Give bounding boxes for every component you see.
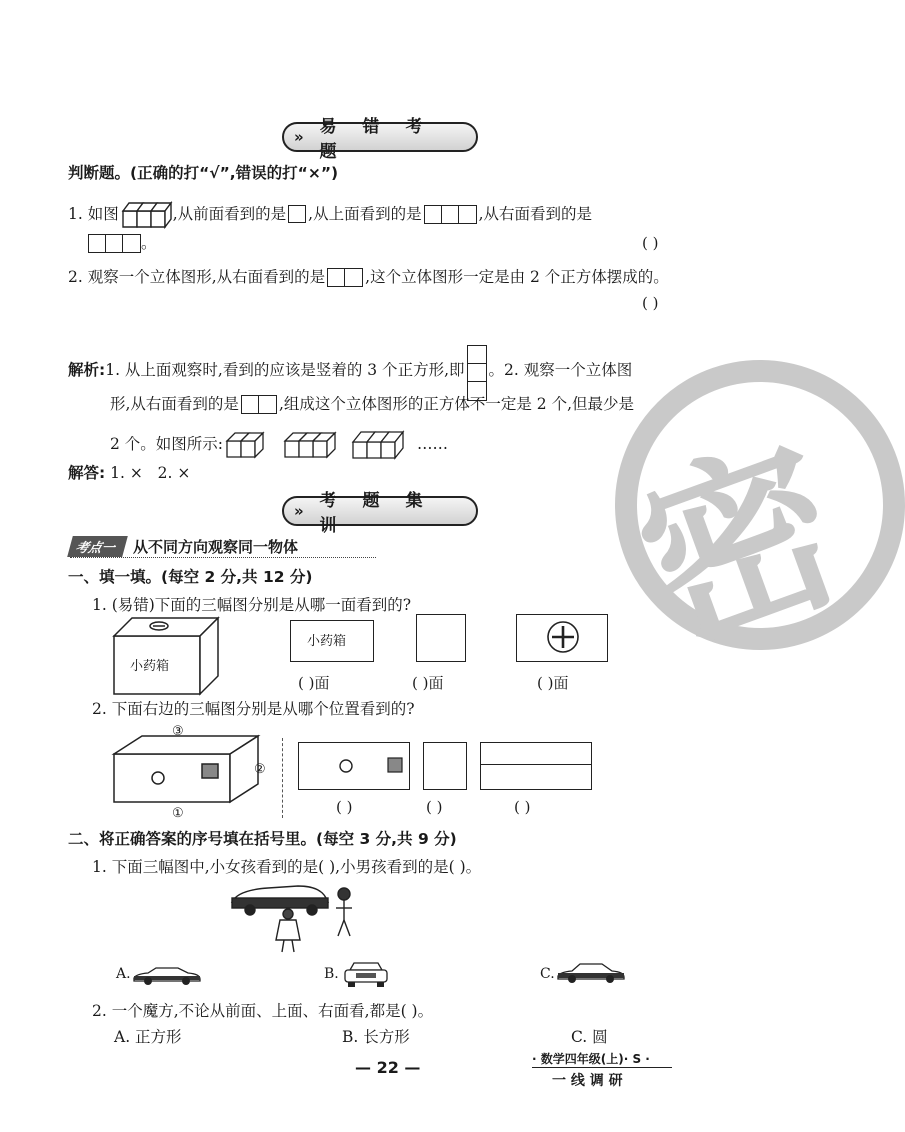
q1-part1: 1. 如图 [68,205,119,223]
q4-option-b[interactable]: B. 长方形 [342,1028,410,1046]
front-view-square [288,205,306,223]
cube-row-figure [121,197,171,231]
arrow-icon: » [294,128,304,146]
topic-tag: 考点一 [67,536,128,557]
answer-paren-view2[interactable]: ( )面 [412,674,444,692]
part2-title-text: 二、将正确答案的序号填在括号里。(每空 3 分,共 9 分) [68,830,457,848]
car-side-c-icon[interactable] [556,960,626,984]
car-front-b-icon[interactable] [342,960,390,988]
analysis-line-3 [110,428,448,460]
position-1-label: ① [172,806,184,821]
arrow-icon: » [294,502,304,520]
cube-figure-3 [351,428,411,460]
answer-paren-pos2[interactable]: ( ) [426,798,443,816]
q4-option-a[interactable]: A. 正方形 [114,1028,182,1046]
q1-part3: ,从上面看到的是 [308,205,422,223]
part1-title-text: 一、填一填。(每空 2 分,共 12 分) [68,568,313,586]
view-c [480,742,592,790]
cuboid-figure [112,734,262,804]
right-view-two-b [241,395,277,414]
instruction-line [68,162,338,184]
cube-figure-2 [283,429,339,459]
divider-dashed [282,738,283,818]
page-number: — 22 — [355,1058,421,1077]
question-1 [68,197,592,231]
answer-text: 1. × 2. × [110,464,191,482]
part2-title [68,828,457,850]
q4-option-c[interactable]: C. 圆 [571,1028,608,1046]
q1-part5: 。 [141,234,157,252]
banner-exam-training [282,491,478,536]
analysis-1a: 1. 从上面观察时,看到的应该是竖着的 3 个正方形,即 [105,361,465,379]
option-a-label: A. [116,966,131,982]
answer-label: 解答: [68,464,106,482]
q2-fill: 2. 下面右边的三幅图分别是从哪个位置看到的? [92,700,415,718]
analysis-label: 解析: [68,361,106,379]
banner-title: 易错考题 [319,117,449,162]
topic-underline [70,557,376,558]
car-scene-figure [228,880,358,956]
q4-text: 2. 一个魔方,不论从前面、上面、右面看,都是( )。 [92,1002,434,1020]
car-side-a-icon[interactable] [132,964,202,986]
analysis-line-1 [68,342,632,398]
answer-paren-view1[interactable]: ( )面 [298,674,330,692]
topic-header [70,536,298,557]
q2-part2: ,这个立体图形一定是由 2 个正方体摆成的。 [365,268,669,286]
view-b [423,742,467,790]
watermark-seal-char: 密 [613,410,868,683]
answer-paren-pos1[interactable]: ( ) [336,798,353,816]
right-view-row [88,234,141,253]
book-label: · 数学四年级(上)· S · [532,1052,650,1066]
analysis-2b: ,组成这个立体图形的正方体不一定是 2 个,但最少是 [278,395,635,413]
part1-title [68,566,313,588]
top-view-row [424,205,477,224]
answer-paren-view3[interactable]: ( )面 [537,674,569,692]
plus-circle-icon [546,620,580,654]
view-c-line [480,764,592,765]
option-c-label: C. [540,966,555,982]
right-view-two [327,268,363,287]
question-2 [68,266,669,288]
topic-title: 从不同方向观察同一物体 [133,538,299,556]
view-front-label: 小药箱 [307,634,347,649]
answer-paren-q2[interactable]: ( ) [642,294,659,312]
q2-part1: 2. 观察一个立体图形,从右面看到的是 [68,268,326,286]
medicine-box-label: 小药箱 [130,659,170,674]
view-a-marks [298,742,410,790]
footer-rule [532,1067,672,1068]
answer-paren-q1[interactable]: ( ) [642,234,659,252]
analysis-3: 2 个。如图所示: [110,435,224,453]
position-2-label: ② [254,762,266,777]
option-b-label: B. [324,966,339,982]
ellipsis: …… [417,435,449,453]
banner-title-2: 考题集训 [319,491,449,536]
q3-text: 1. 下面三幅图中,小女孩看到的是( ),小男孩看到的是( )。 [92,858,482,876]
banner-error-prone [282,117,478,162]
instruction-text: 判断题。(正确的打“√”,错误的打“×”) [68,164,339,182]
answer-paren-pos3[interactable]: ( ) [514,798,531,816]
analysis-1b: 。2. 观察一个立体图 [488,361,633,379]
analysis-line-2 [110,393,634,415]
q1-fill: 1. (易错)下面的三幅图分别是从哪一面看到的? [92,596,412,614]
analysis-2a: 形,从右面看到的是 [110,395,239,413]
cube-figure-1 [225,429,271,459]
series-label: 一 线 调 研 [552,1073,623,1089]
q1-part4: ,从右面看到的是 [478,205,593,223]
position-3-label: ③ [172,724,184,739]
view-side [416,614,466,662]
answer-line [68,462,190,484]
question-1-cont [88,232,157,254]
q1-part2: ,从前面看到的是 [172,205,287,223]
